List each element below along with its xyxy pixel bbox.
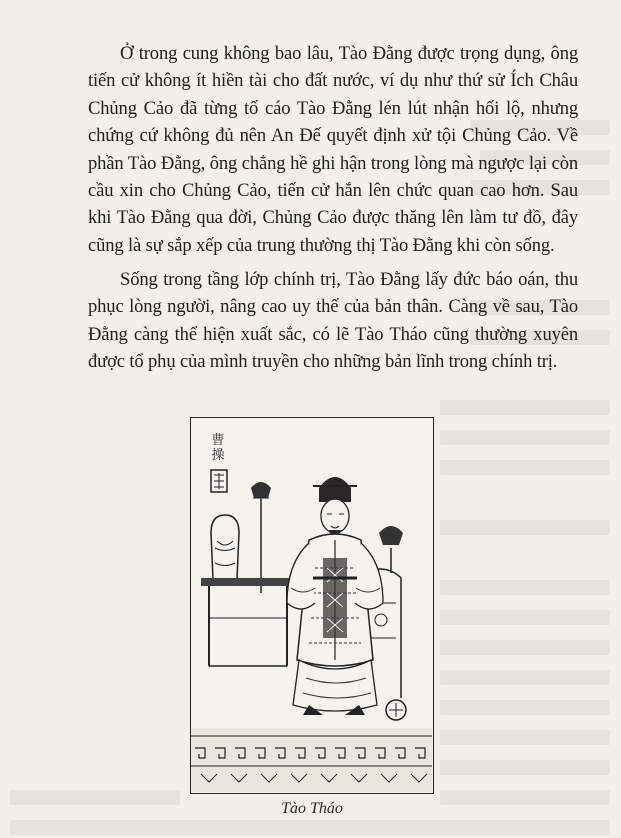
body-paragraph-2: Sống trong tầng lớp chính trị, Tào Đằng lấy đức báo oán, thu phục lòng người, nâng cao uy thế của bản thân. Càng về sau, Tào Đằng càng thể hiện xuất sắc, có lẽ Tào Tháo cũng thường xuyên được tổ phụ của mình truyền cho những bản lĩnh trong chính trị. — [88, 269, 578, 373]
figure-caption: Tào Tháo — [281, 800, 343, 817]
portrait-illustration — [191, 418, 432, 792]
portrait-figure — [190, 417, 434, 794]
body-paragraph-1: Ở trong cung không bao lâu, Tào Đằng được trọng dụng, ông tiến cử không ít hiền tài cho đất nước, ví dụ như thứ sử Ích Châu Chủng Cảo đã từng tố cáo Tào Đằng lén lút nhận hối lộ, nhưng chứng cứ không đủ nên An Đế quyết định xử tội Chủng Cảo. Về phần Tào Đằng, ông chẳng hề ghi hận trong lòng mà ngược lại còn cầu xin cho Chủng Cảo, tiến cử hắn lên chức quan cao hơn. Sau khi Tào Đằng qua đời, Chủng Cảo được thăng lên làm tư đồ, đây cũng là sự sắp xếp của trung thường thị Tào Đằng khi còn sống. — [88, 43, 578, 256]
figure-inscription: 曹操 — [211, 432, 225, 462]
